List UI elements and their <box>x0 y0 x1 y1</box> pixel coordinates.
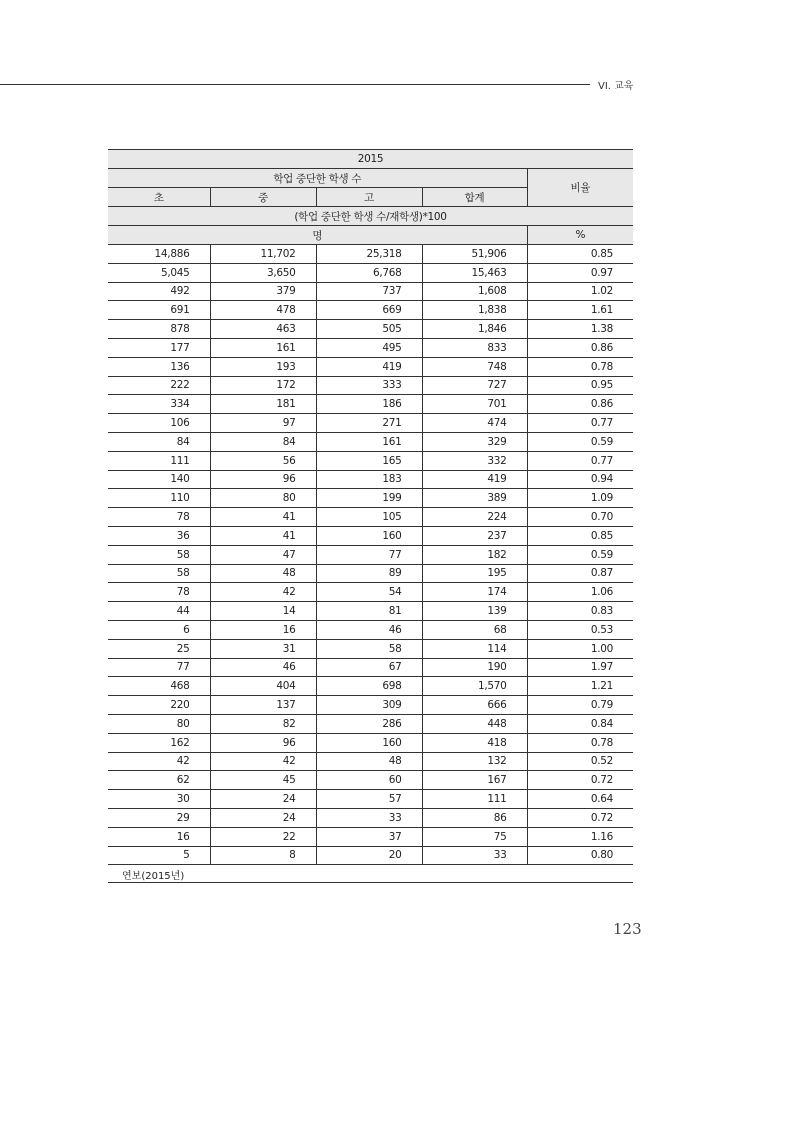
group-header: 학업 중단한 학생 수 <box>108 169 527 188</box>
table-cell: 42 <box>108 752 210 771</box>
table-cell: 162 <box>108 733 210 752</box>
table-row <box>108 320 633 339</box>
table-cell: 286 <box>316 714 422 733</box>
table-row <box>108 357 633 376</box>
unit-count: 명 <box>108 226 527 245</box>
table-cell: 86 <box>422 808 527 827</box>
column-header: 중 <box>210 188 316 207</box>
table-cell: 67 <box>316 658 422 677</box>
table-row <box>108 508 633 527</box>
table-cell: 701 <box>422 395 527 414</box>
table-cell: 0.85 <box>527 526 633 545</box>
table-row <box>108 752 633 771</box>
table-row <box>108 376 633 395</box>
ratio-header: 비율 <box>527 169 633 207</box>
table-row <box>108 790 633 809</box>
table-cell: 0.87 <box>527 564 633 583</box>
table-cell: 419 <box>316 357 422 376</box>
table-row <box>108 827 633 846</box>
table-cell: 0.64 <box>527 790 633 809</box>
table-cell: 14,886 <box>108 245 210 264</box>
table-cell: 666 <box>422 696 527 715</box>
table-row <box>108 658 633 677</box>
table-cell: 0.80 <box>527 846 633 865</box>
table-cell: 82 <box>210 714 316 733</box>
table-cell: 833 <box>422 338 527 357</box>
table-cell: 6,768 <box>316 263 422 282</box>
table-cell: 199 <box>316 489 422 508</box>
table-cell: 6 <box>108 620 210 639</box>
table-row <box>108 301 633 320</box>
table-cell: 167 <box>422 771 527 790</box>
table-row <box>108 282 633 301</box>
table-cell: 20 <box>316 846 422 865</box>
table-cell: 186 <box>316 395 422 414</box>
table-cell: 75 <box>422 827 527 846</box>
table-cell: 190 <box>422 658 527 677</box>
table-cell: 137 <box>210 696 316 715</box>
table-cell: 1,838 <box>422 301 527 320</box>
table-row <box>108 620 633 639</box>
table-cell: 492 <box>108 282 210 301</box>
table-cell: 0.59 <box>527 545 633 564</box>
table-cell: 0.79 <box>527 696 633 715</box>
table-cell: 136 <box>108 357 210 376</box>
table-cell: 97 <box>210 414 316 433</box>
table-cell: 1.61 <box>527 301 633 320</box>
column-header: 합계 <box>422 188 527 207</box>
table-cell: 161 <box>210 338 316 357</box>
table-cell: 329 <box>422 432 527 451</box>
table-cell: 748 <box>422 357 527 376</box>
table-cell: 160 <box>316 526 422 545</box>
table-cell: 0.52 <box>527 752 633 771</box>
table-cell: 111 <box>422 790 527 809</box>
table-cell: 193 <box>210 357 316 376</box>
table-cell: 0.59 <box>527 432 633 451</box>
table-cell: 468 <box>108 677 210 696</box>
table-cell: 691 <box>108 301 210 320</box>
table-body <box>108 245 633 865</box>
table-row <box>108 338 633 357</box>
table-cell: 62 <box>108 771 210 790</box>
page-number: 123 <box>613 920 642 938</box>
table-row <box>108 583 633 602</box>
table-cell: 309 <box>316 696 422 715</box>
table-cell: 195 <box>422 564 527 583</box>
table-cell: 31 <box>210 639 316 658</box>
table-cell: 505 <box>316 320 422 339</box>
table-cell: 0.95 <box>527 376 633 395</box>
table-cell: 334 <box>108 395 210 414</box>
table-cell: 418 <box>422 733 527 752</box>
table-cell: 96 <box>210 470 316 489</box>
table-row <box>108 414 633 433</box>
table-row <box>108 677 633 696</box>
table-cell: 37 <box>316 827 422 846</box>
table-cell: 495 <box>316 338 422 357</box>
table-cell: 1.09 <box>527 489 633 508</box>
table-cell: 181 <box>210 395 316 414</box>
table-cell: 46 <box>316 620 422 639</box>
table-cell: 448 <box>422 714 527 733</box>
table-row <box>108 696 633 715</box>
table-cell: 139 <box>422 602 527 621</box>
table-cell: 84 <box>210 432 316 451</box>
table-cell: 80 <box>108 714 210 733</box>
table-cell: 1.97 <box>527 658 633 677</box>
table-cell: 419 <box>422 470 527 489</box>
table-cell: 15,463 <box>422 263 527 282</box>
table-cell: 474 <box>422 414 527 433</box>
table-cell: 78 <box>108 583 210 602</box>
table-row <box>108 432 633 451</box>
table-row <box>108 602 633 621</box>
column-header: 고 <box>316 188 422 207</box>
table-row <box>108 395 633 414</box>
table-cell: 81 <box>316 602 422 621</box>
table-cell: 182 <box>422 545 527 564</box>
table-cell: 68 <box>422 620 527 639</box>
table-cell: 48 <box>210 564 316 583</box>
table-row <box>108 564 633 583</box>
table-cell: 389 <box>422 489 527 508</box>
table-cell: 333 <box>316 376 422 395</box>
table-cell: 58 <box>316 639 422 658</box>
table-cell: 24 <box>210 790 316 809</box>
table-cell: 16 <box>108 827 210 846</box>
table-cell: 22 <box>210 827 316 846</box>
table-cell: 0.72 <box>527 771 633 790</box>
table-cell: 51,906 <box>422 245 527 264</box>
formula-row: (학업 중단한 학생 수/재학생)*100 <box>108 207 633 226</box>
table-cell: 1.06 <box>527 583 633 602</box>
table-cell: 84 <box>108 432 210 451</box>
table-cell: 60 <box>316 771 422 790</box>
table-cell: 1.21 <box>527 677 633 696</box>
table-cell: 1,570 <box>422 677 527 696</box>
table-cell: 16 <box>210 620 316 639</box>
table-cell: 5 <box>108 846 210 865</box>
table-cell: 29 <box>108 808 210 827</box>
table-cell: 46 <box>210 658 316 677</box>
source-note: 연보(2015년) <box>122 871 185 882</box>
table-row <box>108 545 633 564</box>
table-cell: 33 <box>316 808 422 827</box>
table-cell: 1,608 <box>422 282 527 301</box>
column-header: 초 <box>108 188 210 207</box>
table-cell: 3,650 <box>210 263 316 282</box>
table-cell: 25 <box>108 639 210 658</box>
table-cell: 404 <box>210 677 316 696</box>
table-row <box>108 714 633 733</box>
table-cell: 42 <box>210 752 316 771</box>
table-cell: 332 <box>422 451 527 470</box>
table-cell: 89 <box>316 564 422 583</box>
table-cell: 0.78 <box>527 733 633 752</box>
table-cell: 1.16 <box>527 827 633 846</box>
table-cell: 0.86 <box>527 395 633 414</box>
table-cell: 5,045 <box>108 263 210 282</box>
statistics-table <box>108 149 633 865</box>
table-row <box>108 846 633 865</box>
table-row <box>108 245 633 264</box>
table-cell: 24 <box>210 808 316 827</box>
header-rule <box>0 84 590 85</box>
table-cell: 45 <box>210 771 316 790</box>
table-cell: 0.85 <box>527 245 633 264</box>
table-cell: 177 <box>108 338 210 357</box>
table-cell: 111 <box>108 451 210 470</box>
table-cell: 463 <box>210 320 316 339</box>
table-cell: 379 <box>210 282 316 301</box>
table-cell: 57 <box>316 790 422 809</box>
table-row <box>108 489 633 508</box>
table-cell: 14 <box>210 602 316 621</box>
table-cell: 0.86 <box>527 338 633 357</box>
table-cell: 58 <box>108 564 210 583</box>
table-cell: 698 <box>316 677 422 696</box>
table-row <box>108 771 633 790</box>
table-cell: 140 <box>108 470 210 489</box>
section-title: VI. 교육 <box>598 81 634 92</box>
table-cell: 0.53 <box>527 620 633 639</box>
table-cell: 172 <box>210 376 316 395</box>
table-cell: 0.84 <box>527 714 633 733</box>
table-cell: 0.83 <box>527 602 633 621</box>
table-row <box>108 451 633 470</box>
table-cell: 132 <box>422 752 527 771</box>
table-cell: 224 <box>422 508 527 527</box>
table-row <box>108 808 633 827</box>
table-cell: 58 <box>108 545 210 564</box>
table-cell: 0.70 <box>527 508 633 527</box>
table-cell: 36 <box>108 526 210 545</box>
table-cell: 878 <box>108 320 210 339</box>
table-cell: 220 <box>108 696 210 715</box>
table-cell: 80 <box>210 489 316 508</box>
table-cell: 47 <box>210 545 316 564</box>
table-cell: 11,702 <box>210 245 316 264</box>
table-cell: 1.02 <box>527 282 633 301</box>
year-header: 2015 <box>108 150 633 169</box>
table-cell: 165 <box>316 451 422 470</box>
table-cell: 0.77 <box>527 414 633 433</box>
table-cell: 56 <box>210 451 316 470</box>
table-cell: 1,846 <box>422 320 527 339</box>
table-cell: 96 <box>210 733 316 752</box>
table-cell: 44 <box>108 602 210 621</box>
table-cell: 1.00 <box>527 639 633 658</box>
table-row <box>108 526 633 545</box>
table-row <box>108 639 633 658</box>
table-cell: 77 <box>108 658 210 677</box>
table-cell: 737 <box>316 282 422 301</box>
table-cell: 25,318 <box>316 245 422 264</box>
table-cell: 54 <box>316 583 422 602</box>
table-cell: 1.38 <box>527 320 633 339</box>
table-cell: 77 <box>316 545 422 564</box>
table-cell: 160 <box>316 733 422 752</box>
table-row <box>108 470 633 489</box>
table-cell: 106 <box>108 414 210 433</box>
table-cell: 174 <box>422 583 527 602</box>
table-cell: 161 <box>316 432 422 451</box>
table-cell: 727 <box>422 376 527 395</box>
table-row <box>108 263 633 282</box>
table-row <box>108 733 633 752</box>
table-cell: 48 <box>316 752 422 771</box>
table-cell: 0.72 <box>527 808 633 827</box>
table-cell: 669 <box>316 301 422 320</box>
table-cell: 237 <box>422 526 527 545</box>
table-cell: 30 <box>108 790 210 809</box>
table-cell: 222 <box>108 376 210 395</box>
table-cell: 0.77 <box>527 451 633 470</box>
table-cell: 42 <box>210 583 316 602</box>
table-cell: 78 <box>108 508 210 527</box>
table-cell: 105 <box>316 508 422 527</box>
table-cell: 41 <box>210 526 316 545</box>
table-cell: 41 <box>210 508 316 527</box>
table-cell: 8 <box>210 846 316 865</box>
table-cell: 0.97 <box>527 263 633 282</box>
table-cell: 110 <box>108 489 210 508</box>
bottom-rule <box>108 882 633 883</box>
table-cell: 271 <box>316 414 422 433</box>
unit-ratio: % <box>527 226 633 245</box>
table-cell: 478 <box>210 301 316 320</box>
table-cell: 183 <box>316 470 422 489</box>
table-cell: 114 <box>422 639 527 658</box>
table-cell: 33 <box>422 846 527 865</box>
table-cell: 0.94 <box>527 470 633 489</box>
table-cell: 0.78 <box>527 357 633 376</box>
